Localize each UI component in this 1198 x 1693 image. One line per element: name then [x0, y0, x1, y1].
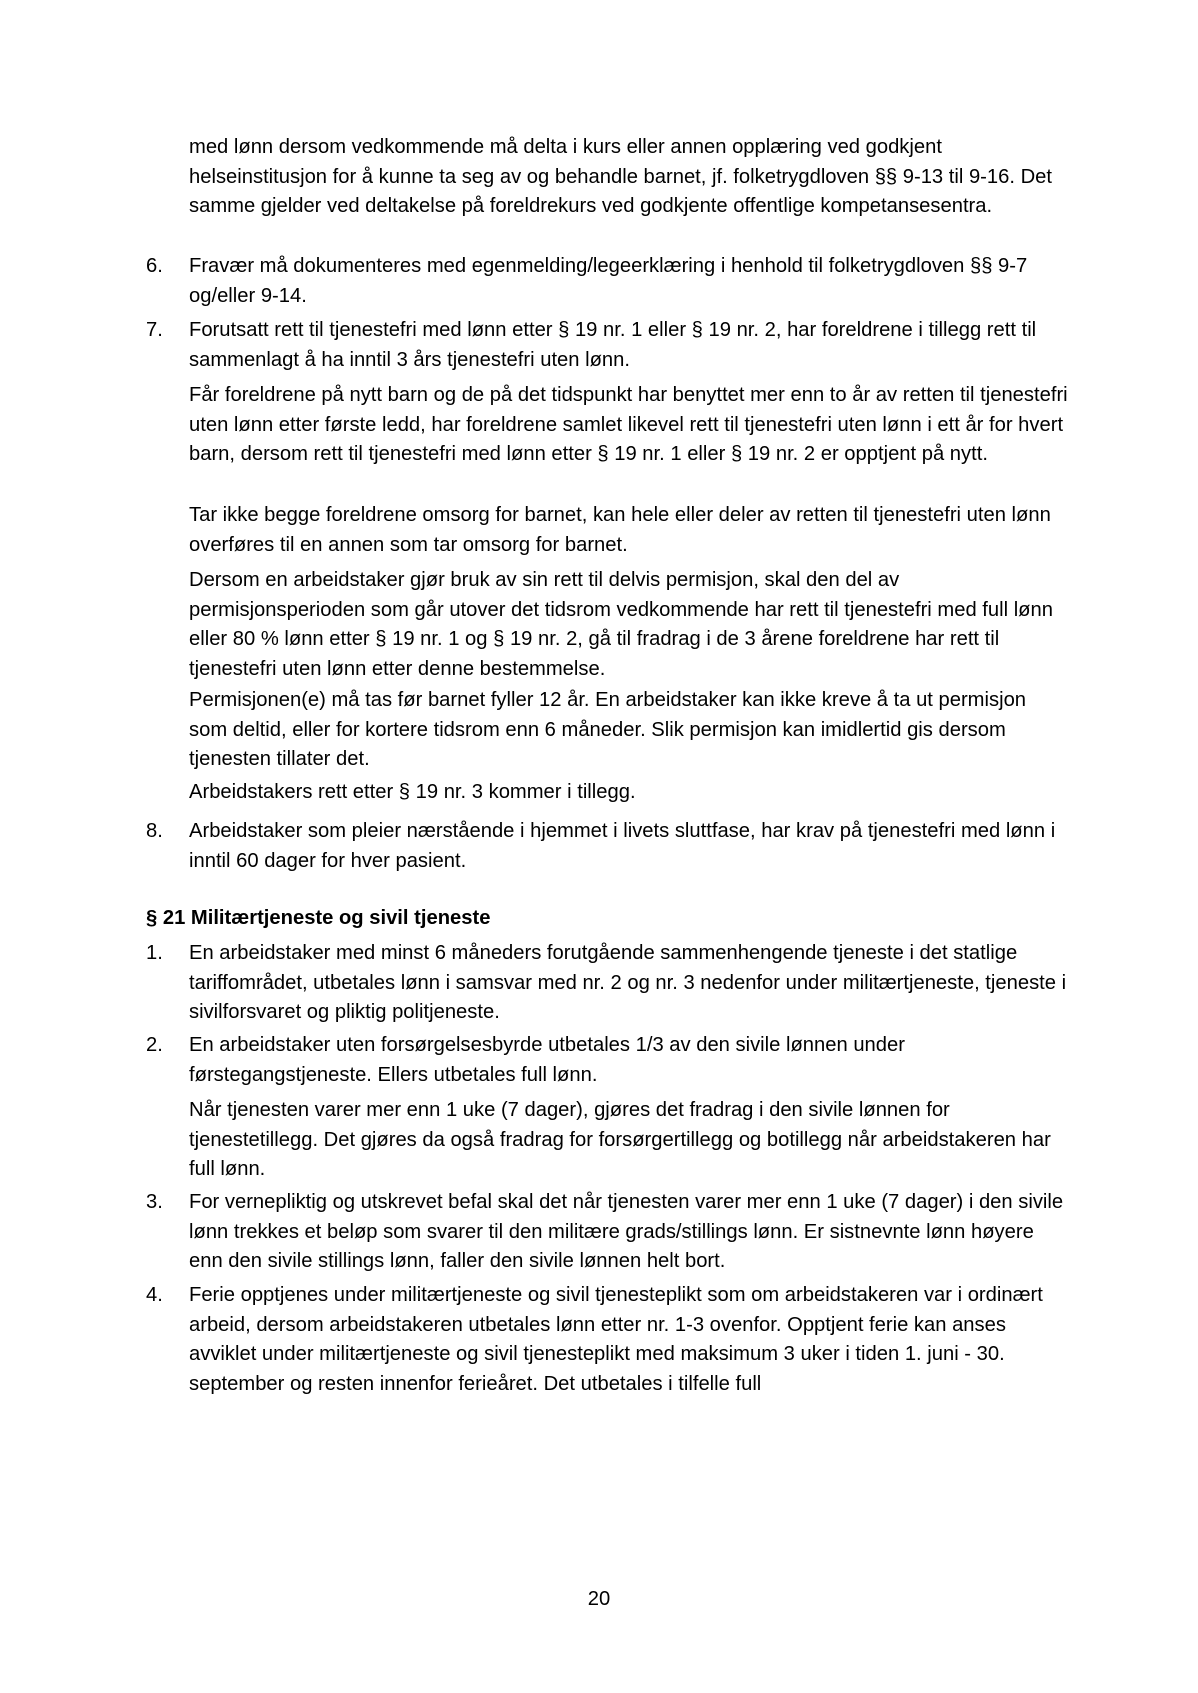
section-list-item-2-paragraph-2: Når tjenesten varer mer enn 1 uke (7 dager), gjøres det fradrag i den sivile lønnen for tjenestetillegg. Det gjøres da også fradrag for forsørgertillegg og botillegg når arbeidstakeren har full lønn.: [189, 1099, 1051, 1181]
section-list-item-2: En arbeidstaker uten forsørgelsesbyrde utbetales 1/3 av den sivile lønnen under førstegangstjeneste. Ellers utbetales full lønn.: [189, 1034, 905, 1086]
section-list-number-1: 1.: [146, 942, 163, 964]
section-list-item-4: Ferie opptjenes under militærtjeneste og sivil tjenesteplikt som om arbeidstakeren var i ordinært arbeid, dersom arbeidstakeren utbetales lønn etter nr. 1-3 ovenfor. Opptjent ferie kan anses avviklet under militærtjeneste og sivil tjenesteplikt med maksimum 3 uker i tiden 1. juni - 30. september og resten innenfor ferieåret. Det utbetales i tilfelle full: [189, 1284, 1043, 1395]
list-item-8: Arbeidstaker som pleier nærstående i hjemmet i livets sluttfase, har krav på tjenestefri med lønn i inntil 60 dager for hver pasient.: [189, 820, 1056, 872]
list-item-7-paragraph-2: Får foreldrene på nytt barn og de på det tidspunkt har benyttet mer enn to år av retten til tjenestefri uten lønn etter første ledd, har foreldrene samlet likevel rett til tjenestefri uten lønn i ett år for hvert barn, dersom rett til tjenestefri med lønn etter § 19 nr. 1 eller § 19 nr. 2 er opptjent på nytt.: [189, 384, 1068, 466]
list-item-7-paragraph-4: Dersom en arbeidstaker gjør bruk av sin rett til delvis permisjon, skal den del av permisjonsperioden som går utover det tidsrom vedkommende har rett til tjenestefri med full lønn eller 80 % lønn etter § 19 nr. 1 og § 19 nr. 2, gå til fradrag i de 3 årene foreldrene har rett til tjenestefri uten lønn etter denne bestemmelse.: [189, 569, 1053, 680]
list-item-7: Forutsatt rett til tjenestefri med lønn etter § 19 nr. 1 eller § 19 nr. 2, har foreldrene i tillegg rett til sammenlagt å ha inntil 3 års tjenestefri uten lønn.: [189, 319, 1037, 371]
list-number-7: 7.: [146, 319, 163, 341]
list-item-7-paragraph-3: Tar ikke begge foreldrene omsorg for barnet, kan hele eller deler av retten til tjenestefri uten lønn overføres til en annen som tar omsorg for barnet.: [189, 504, 1051, 556]
section-list-number-4: 4.: [146, 1284, 163, 1306]
list-number-6: 6.: [146, 255, 163, 277]
list-item-6: Fravær må dokumenteres med egenmelding/legeerklæring i henhold til folketrygdloven §§ 9-7 og/eller 9-14.: [189, 255, 1028, 307]
section-list-number-3: 3.: [146, 1191, 163, 1213]
list-number-8: 8.: [146, 820, 163, 842]
section-list-number-2: 2.: [146, 1034, 163, 1056]
list-item-7-paragraph-6: Arbeidstakers rett etter § 19 nr. 3 kommer i tillegg.: [189, 781, 636, 803]
section-list-item-3: For vernepliktig og utskrevet befal skal det når tjenesten varer mer enn 1 uke (7 dager) i den sivile lønn trekkes et beløp som svarer til den militære grads/stillings lønn. Er sistnevnte lønn høyere enn den sivile stillings lønn, faller den sivile lønnen helt bort.: [189, 1191, 1064, 1273]
page-number: 20: [587, 1588, 611, 1610]
section-list-item-1: En arbeidstaker med minst 6 måneders forutgående sammenhengende tjeneste i det statlige tariffområdet, utbetales lønn i samsvar med nr. 2 og nr. 3 nedenfor under militærtjeneste, tjeneste i sivilforsvaret og pliktig politjeneste.: [189, 942, 1067, 1024]
paragraph-continuation: med lønn dersom vedkommende må delta i kurs eller annen opplæring ved godkjent helseinstitusjon for å kunne ta seg av og behandle barnet, jf. folketrygdloven §§ 9-13 til 9-16. Det samme gjelder ved deltakelse på foreldrekurs ved godkjente offentlige kompetansesentra.: [189, 136, 1052, 218]
section-heading: § 21 Militærtjeneste og sivil tjeneste: [146, 907, 491, 929]
list-item-7-paragraph-5: Permisjonen(e) må tas før barnet fyller 12 år. En arbeidstaker kan ikke kreve å ta ut permisjon som deltid, eller for kortere tidsrom enn 6 måneder. Slik permisjon kan imidlertid gis dersom tjenesten tillater det.: [189, 689, 1027, 771]
